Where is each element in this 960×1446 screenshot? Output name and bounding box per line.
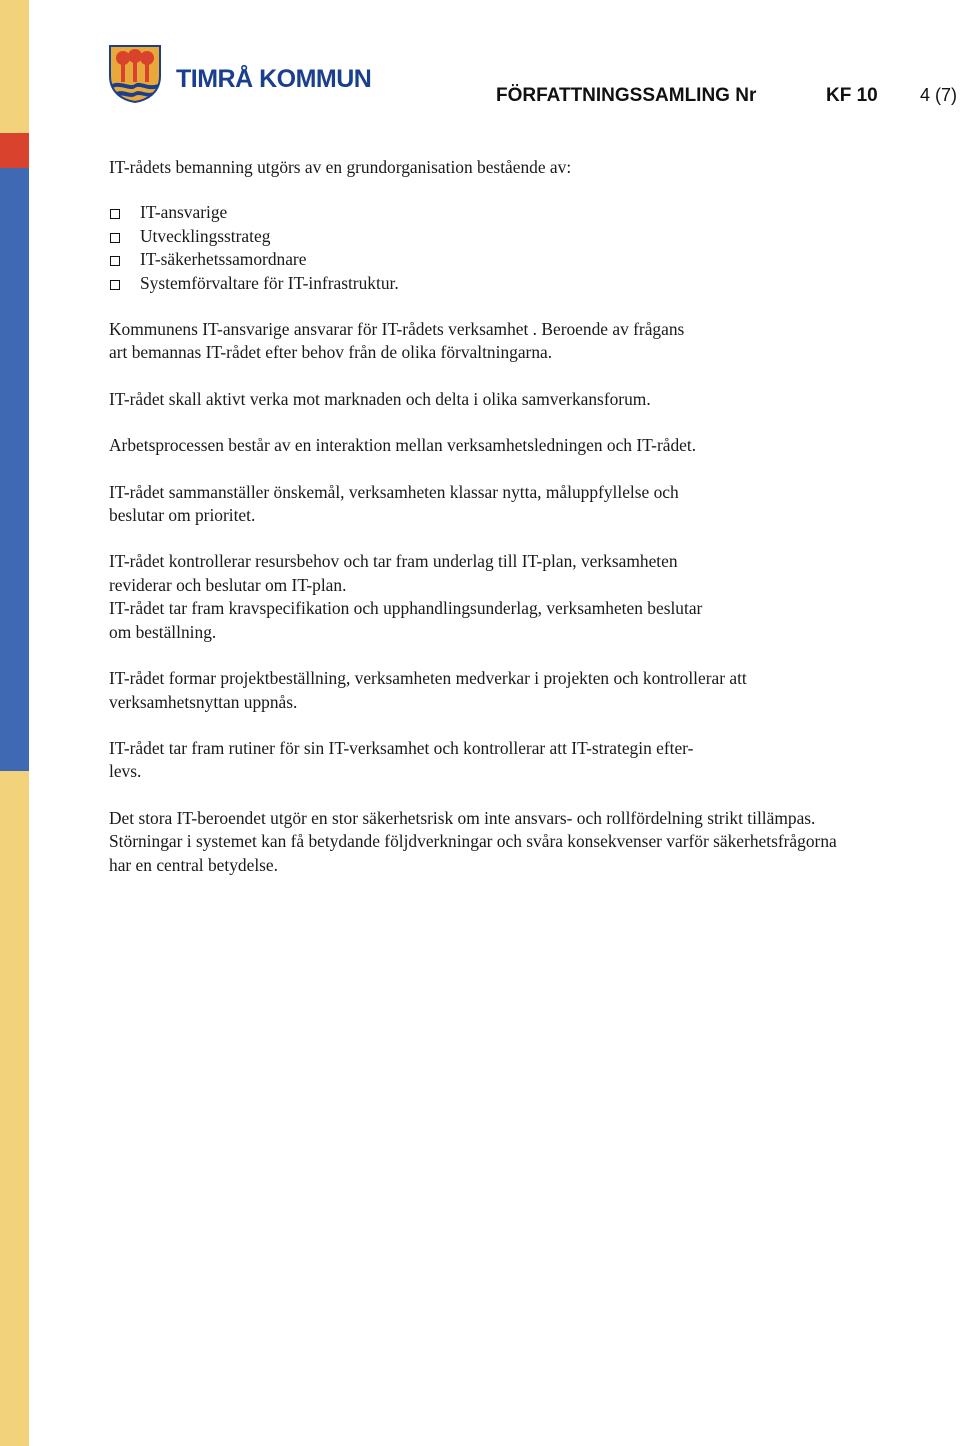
paragraph-line: Störningar i systemet kan få betydande följdverkningar och svåra konsekvenser varför säkerhetsfrågorna — [109, 831, 837, 852]
list-item: Utvecklingsstrateg — [109, 225, 944, 248]
intro-paragraph: IT-rådets bemanning utgörs av en grundorganisation bestående av: — [109, 157, 572, 177]
paragraph-line: om beställning. — [109, 621, 217, 642]
roles-list — [109, 201, 944, 295]
collection-title: FÖRFATTNINGSSAMLING Nr — [496, 85, 757, 106]
paragraph-line: IT-rådet formar projektbeställning, verksamheten medverkar i projekten och kontrollerar att — [109, 668, 747, 689]
document-body — [109, 156, 944, 877]
side-stripe-blue — [0, 168, 29, 771]
list-item: IT-ansvarige — [109, 201, 944, 224]
paragraph-line: art bemannas IT-rådet efter behov från de olika förvaltningarna. — [109, 342, 553, 363]
paragraph: Arbetsprocessen består av en interaktion mellan verksamhetsledningen och IT-rådet. — [109, 435, 697, 456]
logo-wordmark: TIMRÅ KOMMUN — [176, 64, 372, 93]
page-indicator: 4 (7) — [920, 85, 958, 105]
side-stripe-yellow-bottom — [0, 771, 29, 1446]
paragraph-line: Kommunens IT-ansvarige ansvarar för IT-rådets verksamhet . Beroende av frågans — [109, 319, 685, 340]
side-stripe-red — [0, 133, 29, 168]
checkbox-bullet-icon — [110, 233, 120, 243]
paragraph-line: reviderar och beslutar om IT-plan. — [109, 574, 347, 595]
paragraph: IT-rådet skall aktivt verka mot marknaden och delta i olika samverkansforum. — [109, 388, 651, 409]
checkbox-bullet-icon — [110, 256, 120, 266]
paragraph-line: IT-rådet tar fram rutiner för sin IT-verksamhet och kontrollerar att IT-strategin efter- — [109, 737, 694, 758]
paragraph-line: Det stora IT-beroendet utgör en stor säkerhetsrisk om inte ansvars- och rollfördelning strikt tillämpas. — [109, 807, 816, 828]
list-item: IT-säkerhetssamordnare — [109, 248, 944, 271]
document-number: KF 10 — [826, 85, 878, 106]
checkbox-bullet-icon — [110, 209, 120, 219]
paragraph-line: IT-rådet kontrollerar resursbehov och tar fram underlag till IT-plan, verksamheten — [109, 551, 678, 572]
paragraph-line: levs. — [109, 761, 142, 782]
checkbox-bullet-icon — [110, 280, 120, 290]
paragraph-line: IT-rådet tar fram kravspecifikation och upphandlingsunderlag, verksamheten beslutar — [109, 598, 703, 619]
paragraph-line: beslutar om prioritet. — [109, 505, 256, 526]
paragraph-line: har en central betydelse. — [109, 854, 278, 875]
list-item: Systemförvaltare för IT-infrastruktur. — [109, 272, 944, 295]
side-stripe-yellow-top — [0, 0, 29, 133]
paragraph-line: verksamhetsnyttan uppnås. — [109, 691, 298, 712]
paragraph-line: IT-rådet sammanställer önskemål, verksamheten klassar nytta, måluppfyllelse och — [109, 481, 679, 502]
document-header — [0, 85, 960, 109]
